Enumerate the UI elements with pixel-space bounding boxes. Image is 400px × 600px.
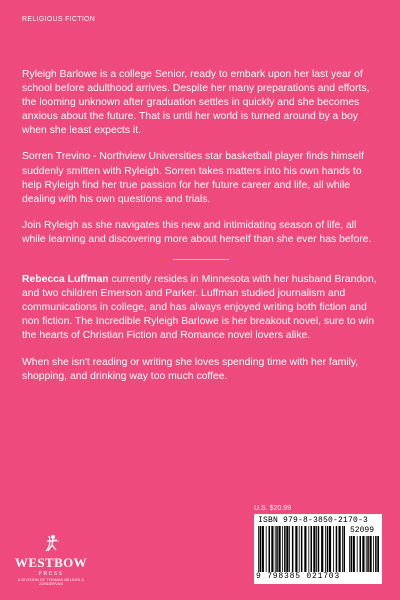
barcode-bar bbox=[373, 536, 374, 572]
barcode-bar bbox=[269, 526, 271, 572]
blurb-paragraph: Ryleigh Barlowe is a college Senior, ready to embark upon her last year of school before adulthood arrives. Despite her many preparations and efforts, the looming unknown after graduation settles in quickly and she becomes anxious about the future. That is until her world is turned around by a boy when she least expects it. bbox=[22, 69, 370, 137]
barcode-bar bbox=[362, 536, 364, 572]
barcode-bar bbox=[286, 526, 288, 572]
barcode-bar bbox=[344, 526, 346, 572]
barcode-bar bbox=[308, 526, 309, 572]
barcode-bar bbox=[289, 526, 290, 572]
barcode-bar bbox=[329, 526, 331, 572]
barcode-bar bbox=[295, 526, 297, 572]
barcode-bar bbox=[262, 526, 264, 572]
barcode-bar bbox=[321, 526, 323, 572]
barcode-bar bbox=[327, 526, 329, 572]
author-name: Rebecca Luffman bbox=[22, 274, 109, 286]
genre-label: RELIGIOUS FICTION bbox=[22, 16, 96, 23]
author-personal: When she isn't reading or writing she loves spending time with her family, shopping, and drinking way too much coffee. bbox=[22, 356, 359, 382]
barcode-bar bbox=[367, 536, 369, 572]
barcode-bar bbox=[349, 536, 350, 572]
barcode-bar bbox=[339, 526, 341, 572]
publisher-division: A DIVISION OF THOMAS NELSON & ZONDERVAN bbox=[17, 578, 85, 586]
barcode-bar bbox=[301, 526, 303, 572]
section-divider bbox=[173, 259, 229, 260]
barcode-bar bbox=[279, 526, 281, 572]
barcode-block bbox=[254, 514, 382, 584]
barcode-bar bbox=[366, 536, 367, 572]
barcode-bar bbox=[299, 526, 300, 572]
barcode-bar bbox=[351, 536, 353, 572]
ean-digits: 9 798385 021703 bbox=[256, 572, 341, 581]
blurb-paragraph: Join Ryleigh as she navigates this new and intimidating season of life, all while learning and discovering more about herself than she ever has before. bbox=[22, 219, 372, 245]
barcode-bar bbox=[377, 536, 379, 572]
barcode-bar bbox=[375, 536, 377, 572]
barcode-bar bbox=[266, 526, 267, 572]
barcode-bar bbox=[316, 526, 317, 572]
publisher-name: WESTBOW bbox=[14, 555, 88, 570]
barcode-bar bbox=[357, 536, 358, 572]
barcode-bar bbox=[260, 526, 262, 572]
publisher-press: PRESS bbox=[38, 571, 64, 577]
barcode-bar bbox=[318, 526, 320, 572]
barcode-bar bbox=[370, 536, 372, 572]
barcode-bar bbox=[276, 526, 278, 572]
barcode-bar bbox=[325, 526, 326, 572]
barcode-bar bbox=[282, 526, 283, 572]
author-bio bbox=[22, 273, 380, 343]
barcode-bar bbox=[336, 526, 338, 572]
barcode-bar bbox=[292, 526, 294, 572]
archer-icon bbox=[40, 532, 62, 554]
author-bio-text: currently resides in Minnesota with her husband Brandon, and two children Emerson and Parker. Luffman studied journalism and communications in college, and has always enjoyed writing both fiction and non fiction. The Incredible Ryleigh Barlowe is her breakout novel, sure to win the hearts of Christian Fiction and Romance novel lovers alike. bbox=[22, 274, 377, 342]
price-code: 52099 bbox=[350, 526, 375, 535]
price-barcode bbox=[349, 536, 379, 572]
barcode-bar bbox=[258, 526, 259, 572]
barcode-bar bbox=[313, 526, 315, 572]
ean-barcode bbox=[258, 526, 346, 572]
publisher-logo bbox=[8, 532, 94, 586]
barcode-bar bbox=[342, 526, 343, 572]
blurb-paragraph: Sorren Trevino - Northview Universities star basketball player finds himself suddenly smitten with Ryleigh. Sorren takes matters into his own hands to help Ryleigh find her true passion for her future career and life, all while dealing with his own questions and trials. bbox=[22, 151, 364, 205]
isbn-text: ISBN 979-8-3850-2170-3 bbox=[258, 516, 369, 525]
barcode-bar bbox=[353, 536, 355, 572]
barcode-bar bbox=[284, 526, 286, 572]
barcode-bar bbox=[275, 526, 276, 572]
barcode-bar bbox=[360, 536, 362, 572]
barcode-bar bbox=[304, 526, 306, 572]
barcode-bar bbox=[333, 526, 334, 572]
barcode-bar bbox=[271, 526, 273, 572]
barcode-bar bbox=[311, 526, 313, 572]
price-label: U.S. $20.99 bbox=[254, 505, 291, 512]
blurb-section bbox=[22, 68, 380, 396]
